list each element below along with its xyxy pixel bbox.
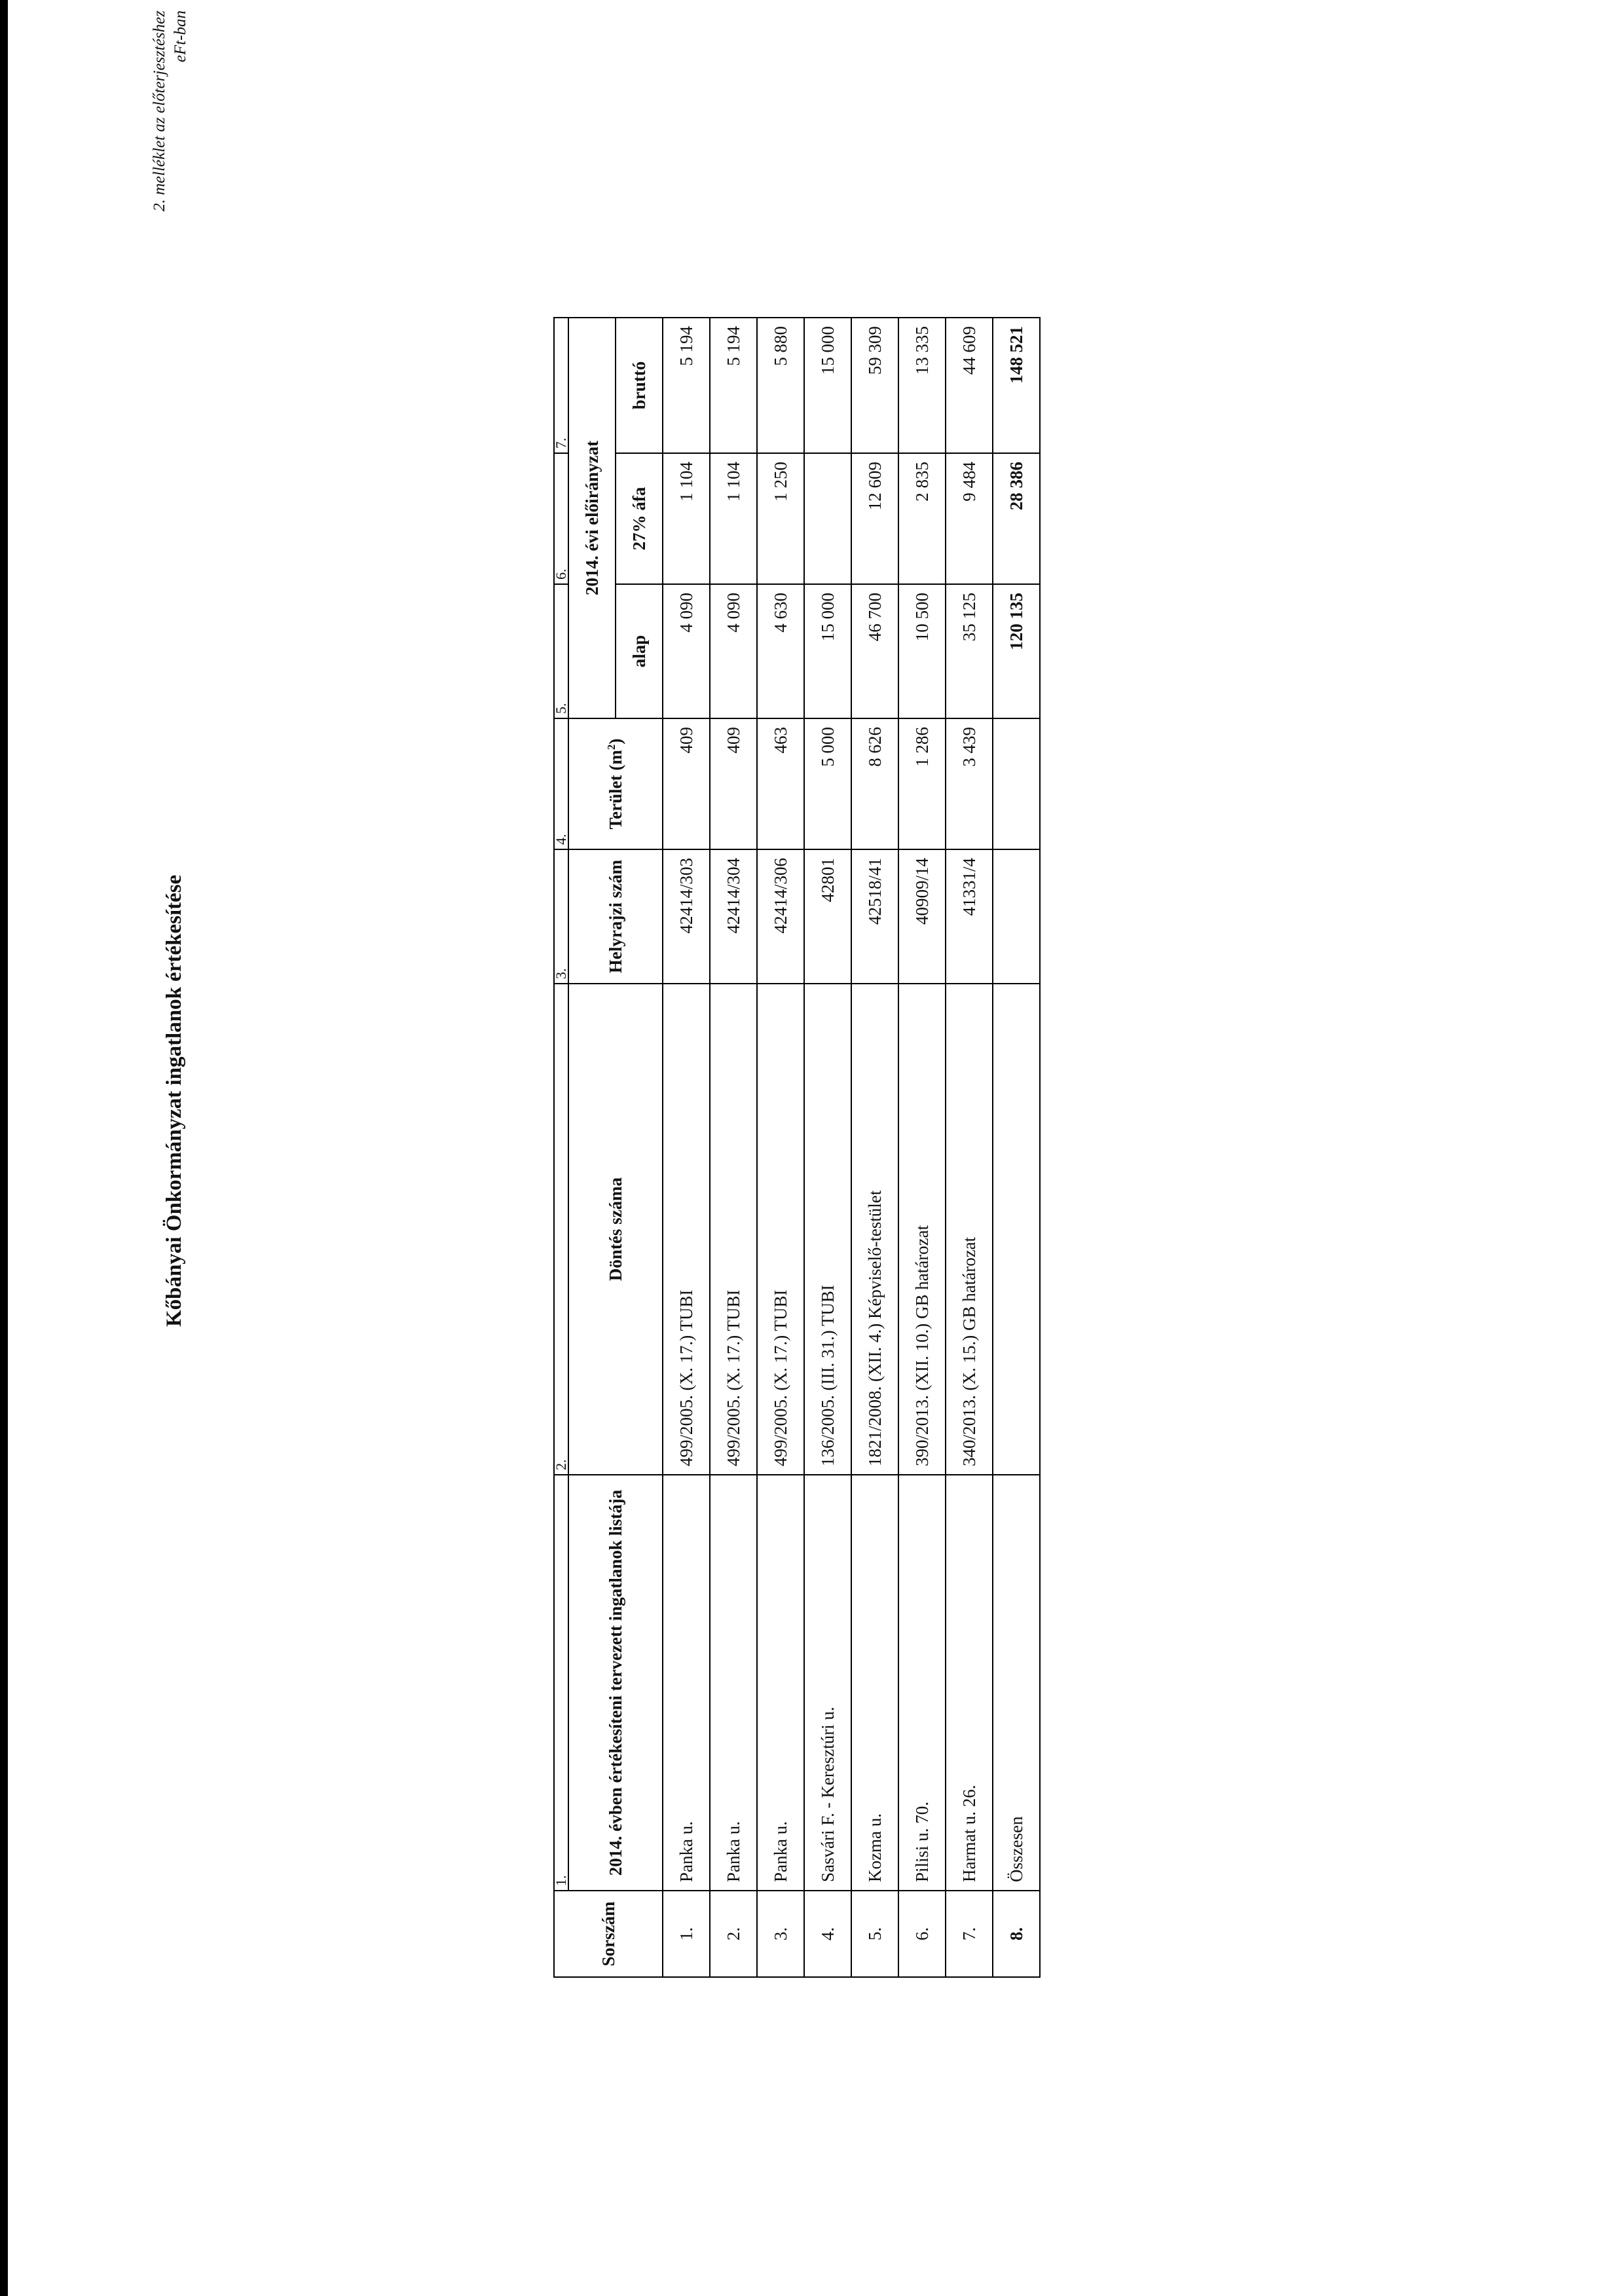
row-gross: 44 609 bbox=[946, 318, 993, 453]
row-property: Sasvári F. - Keresztúri u. bbox=[804, 1475, 851, 1891]
row-property: Pilisi u. 70. bbox=[898, 1475, 946, 1891]
total-vat: 28 386 bbox=[993, 453, 1040, 584]
row-property: Kozma u. bbox=[851, 1475, 898, 1891]
row-base: 4 630 bbox=[757, 584, 804, 718]
annex-note bbox=[149, 10, 191, 344]
row-number: 5. bbox=[851, 1891, 898, 1977]
header-lot: Helyrajzi szám bbox=[568, 849, 663, 984]
table-row bbox=[946, 318, 993, 1977]
header-vat: 27% áfa bbox=[616, 453, 663, 584]
row-decision: 499/2005. (X. 17.) TUBI bbox=[757, 984, 804, 1475]
total-gross: 148 521 bbox=[993, 318, 1040, 453]
row-vat: 1 250 bbox=[757, 453, 804, 584]
row-lot: 42801 bbox=[804, 849, 851, 984]
row-vat: 1 104 bbox=[710, 453, 757, 584]
column-number: 2. bbox=[554, 984, 568, 1475]
document-title: Kőbányai Önkormányzat ingatlanok értékesítése bbox=[162, 874, 186, 1327]
row-gross: 15 000 bbox=[804, 318, 851, 453]
header-area-label: Terület (m bbox=[606, 750, 625, 830]
row-area: 5 000 bbox=[804, 718, 851, 849]
header-decision: Döntés száma bbox=[568, 984, 663, 1475]
row-base: 4 090 bbox=[710, 584, 757, 718]
row-vat: 12 609 bbox=[851, 453, 898, 584]
row-decision: 390/2013. (XII. 10.) GB határozat bbox=[898, 984, 946, 1475]
table-row bbox=[757, 318, 804, 1977]
row-decision: 136/2005. (III. 31.) TUBI bbox=[804, 984, 851, 1475]
total-label: Összesen bbox=[993, 1475, 1040, 1891]
row-area: 409 bbox=[710, 718, 757, 849]
row-area: 8 626 bbox=[851, 718, 898, 849]
column-number: 1. bbox=[554, 1475, 568, 1891]
property-table bbox=[553, 317, 1041, 1978]
header-row-1 bbox=[568, 318, 616, 1977]
annex-note-line-1: 2. melléklet az előterjesztéshez bbox=[151, 10, 168, 212]
row-number: 7. bbox=[946, 1891, 993, 1977]
row-property: Harmat u. 26. bbox=[946, 1475, 993, 1891]
table-row bbox=[710, 318, 757, 1977]
row-area: 3 439 bbox=[946, 718, 993, 849]
header-list: 2014. évben értékesíteni tervezett ingatlanok listája bbox=[568, 1475, 663, 1891]
row-property: Panka u. bbox=[663, 1475, 710, 1891]
table-row bbox=[851, 318, 898, 1977]
header-gross: bruttó bbox=[616, 318, 663, 453]
row-number: 6. bbox=[898, 1891, 946, 1977]
column-number: 7. bbox=[554, 318, 568, 453]
column-number: 5. bbox=[554, 584, 568, 718]
header-area-close: ) bbox=[606, 738, 625, 745]
row-number: 4. bbox=[804, 1891, 851, 1977]
row-area: 409 bbox=[663, 718, 710, 849]
column-number: 4. bbox=[554, 718, 568, 849]
table-row bbox=[898, 318, 946, 1977]
row-lot: 41331/4 bbox=[946, 849, 993, 984]
row-lot: 42518/41 bbox=[851, 849, 898, 984]
header-area bbox=[568, 718, 663, 849]
row-decision: 1821/2008. (XII. 4.) Képviselő-testület bbox=[851, 984, 898, 1475]
row-number: 3. bbox=[757, 1891, 804, 1977]
row-lot: 40909/14 bbox=[898, 849, 946, 984]
row-decision: 499/2005. (X. 17.) TUBI bbox=[663, 984, 710, 1475]
total-row bbox=[993, 318, 1040, 1977]
row-lot: 42414/303 bbox=[663, 849, 710, 984]
total-empty-area bbox=[993, 718, 1040, 849]
total-number: 8. bbox=[993, 1891, 1040, 1977]
annex-note-line-2: eFt-ban bbox=[172, 10, 189, 63]
row-area: 463 bbox=[757, 718, 804, 849]
row-gross: 5 194 bbox=[710, 318, 757, 453]
column-number-row bbox=[554, 318, 568, 1977]
row-gross: 59 309 bbox=[851, 318, 898, 453]
row-vat: 1 104 bbox=[663, 453, 710, 584]
total-empty-decision bbox=[993, 984, 1040, 1475]
row-base: 10 500 bbox=[898, 584, 946, 718]
row-lot: 42414/304 bbox=[710, 849, 757, 984]
table-row bbox=[663, 318, 710, 1977]
row-base: 46 700 bbox=[851, 584, 898, 718]
column-number: 6. bbox=[554, 453, 568, 584]
row-gross: 5 880 bbox=[757, 318, 804, 453]
row-property: Panka u. bbox=[757, 1475, 804, 1891]
row-vat bbox=[804, 453, 851, 584]
header-area-sup: 2 bbox=[605, 744, 618, 750]
row-number: 1. bbox=[663, 1891, 710, 1977]
row-vat: 9 484 bbox=[946, 453, 993, 584]
row-gross: 5 194 bbox=[663, 318, 710, 453]
row-lot: 42414/306 bbox=[757, 849, 804, 984]
table-row bbox=[804, 318, 851, 1977]
row-gross: 13 335 bbox=[898, 318, 946, 453]
column-number: 3. bbox=[554, 849, 568, 984]
row-base: 15 000 bbox=[804, 584, 851, 718]
total-empty-lot bbox=[993, 849, 1040, 984]
row-base: 35 125 bbox=[946, 584, 993, 718]
row-decision: 499/2005. (X. 17.) TUBI bbox=[710, 984, 757, 1475]
row-property: Panka u. bbox=[710, 1475, 757, 1891]
header-serial: Sorszám bbox=[554, 1891, 663, 1977]
row-area: 1 286 bbox=[898, 718, 946, 849]
header-budget: 2014. évi előirányzat bbox=[568, 318, 616, 718]
header-base: alap bbox=[616, 584, 663, 718]
row-vat: 2 835 bbox=[898, 453, 946, 584]
row-decision: 340/2013. (X. 15.) GB határozat bbox=[946, 984, 993, 1475]
row-number: 2. bbox=[710, 1891, 757, 1977]
row-base: 4 090 bbox=[663, 584, 710, 718]
total-base: 120 135 bbox=[993, 584, 1040, 718]
